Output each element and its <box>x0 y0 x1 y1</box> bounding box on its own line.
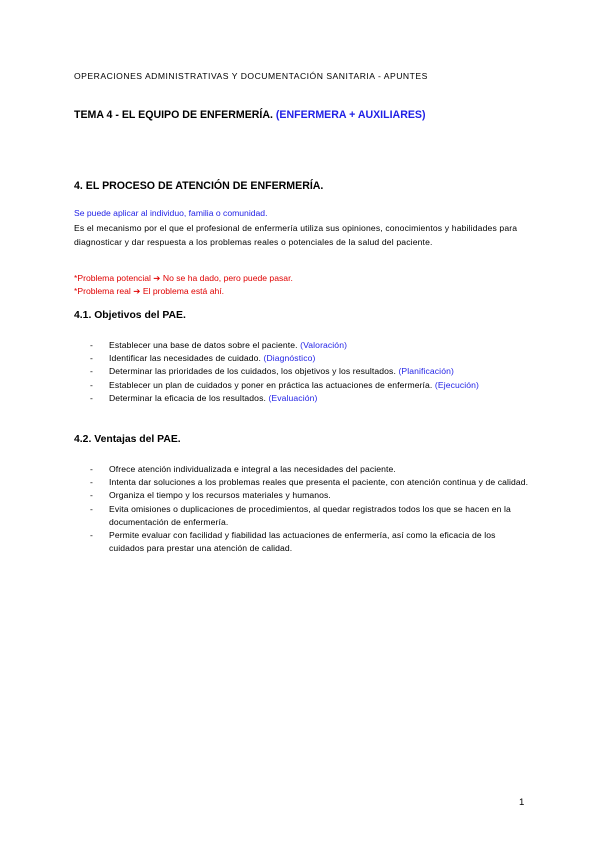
note-potential-problem: *Problema potencial ➔ No se ha dado, pero puede pasar. <box>74 273 293 283</box>
list-item <box>90 352 530 365</box>
list-item-text: Ofrece atención individualizada e integral a las necesidades del paciente. <box>109 464 396 474</box>
chapter-subtitle: (ENFERMERA + AUXILIARES) <box>275 109 426 121</box>
dash-bullet: - <box>90 353 93 364</box>
section-title: 4. EL PROCESO DE ATENCIÓN DE ENFERMERÍA. <box>74 180 324 192</box>
dash-bullet: - <box>90 379 93 390</box>
subsection-title-ventajas: 4.2. Ventajas del PAE. <box>74 434 181 445</box>
dash-bullet: - <box>90 392 93 403</box>
list-item <box>90 503 530 529</box>
list-item <box>90 529 530 555</box>
intro-highlight: Se puede aplicar al individuo, familia o comunidad. <box>74 208 268 218</box>
list-item-tag: (Planificación) <box>398 366 454 377</box>
list-item-tag: (Diagnóstico) <box>263 353 316 364</box>
list-item-text: Establecer un plan de cuidados y poner en práctica las actuaciones de enfermería. <box>109 379 433 390</box>
list-item-text: Permite evaluar con facilidad y fiabilidad las actuaciones de enfermería, así como la eficacia de los cuidados para prestar una atención de calidad. <box>109 530 496 554</box>
list-item <box>90 379 530 392</box>
subsection-title-objetivos: 4.1. Objetivos del PAE. <box>74 310 186 321</box>
list-item-tag: (Evaluación) <box>268 392 318 403</box>
running-header: OPERACIONES ADMINISTRATIVAS Y DOCUMENTACIÓN SANITARIA - APUNTES <box>74 71 428 81</box>
list-item-tag: (Valoración) <box>300 340 348 350</box>
dash-bullet: - <box>90 530 93 541</box>
list-item-tag: (Ejecución) <box>434 379 479 390</box>
list-item <box>90 392 530 405</box>
list-item-text: Identificar las necesidades de cuidado. <box>109 353 261 364</box>
dash-bullet: - <box>90 477 93 488</box>
list-item <box>90 339 530 352</box>
objetivos-list <box>90 339 530 405</box>
list-item <box>90 365 530 378</box>
list-item-text: Determinar la eficacia de los resultados. <box>109 392 266 403</box>
list-item-text: Determinar las prioridades de los cuidados, los objetivos y los resultados. <box>109 366 396 377</box>
intro-paragraph: Es el mecanismo por el que el profesional de enfermería utiliza sus opiniones, conocimientos y habilidades para diagnosticar y dar respuesta a los problemas reales o potenciales de la salud del paciente. <box>74 223 518 247</box>
list-item <box>90 489 530 502</box>
page-number: 1 <box>519 797 525 808</box>
list-item <box>90 463 530 476</box>
dash-bullet: - <box>90 503 93 514</box>
chapter-title <box>74 109 426 121</box>
dash-bullet: - <box>90 490 93 501</box>
list-item-text: Establecer una base de datos sobre el paciente. <box>109 340 298 350</box>
list-item-text: Intenta dar soluciones a los problemas reales que presenta el paciente, con atención continua y de calidad. <box>109 477 529 488</box>
dash-bullet: - <box>90 366 93 377</box>
note-real-problem: *Problema real ➔ El problema está ahí. <box>74 286 225 296</box>
chapter-title-text: TEMA 4 - EL EQUIPO DE ENFERMERÍA. <box>74 109 273 121</box>
list-item <box>90 476 530 489</box>
list-item-text: Evita omisiones o duplicaciones de procedimientos, al quedar registrados todos los que se hacen en la documentación de enfermería. <box>109 503 511 527</box>
dash-bullet: - <box>90 464 93 474</box>
list-item-text: Organiza el tiempo y los recursos materiales y humanos. <box>109 490 331 501</box>
dash-bullet: - <box>90 340 93 350</box>
ventajas-list <box>90 463 530 555</box>
